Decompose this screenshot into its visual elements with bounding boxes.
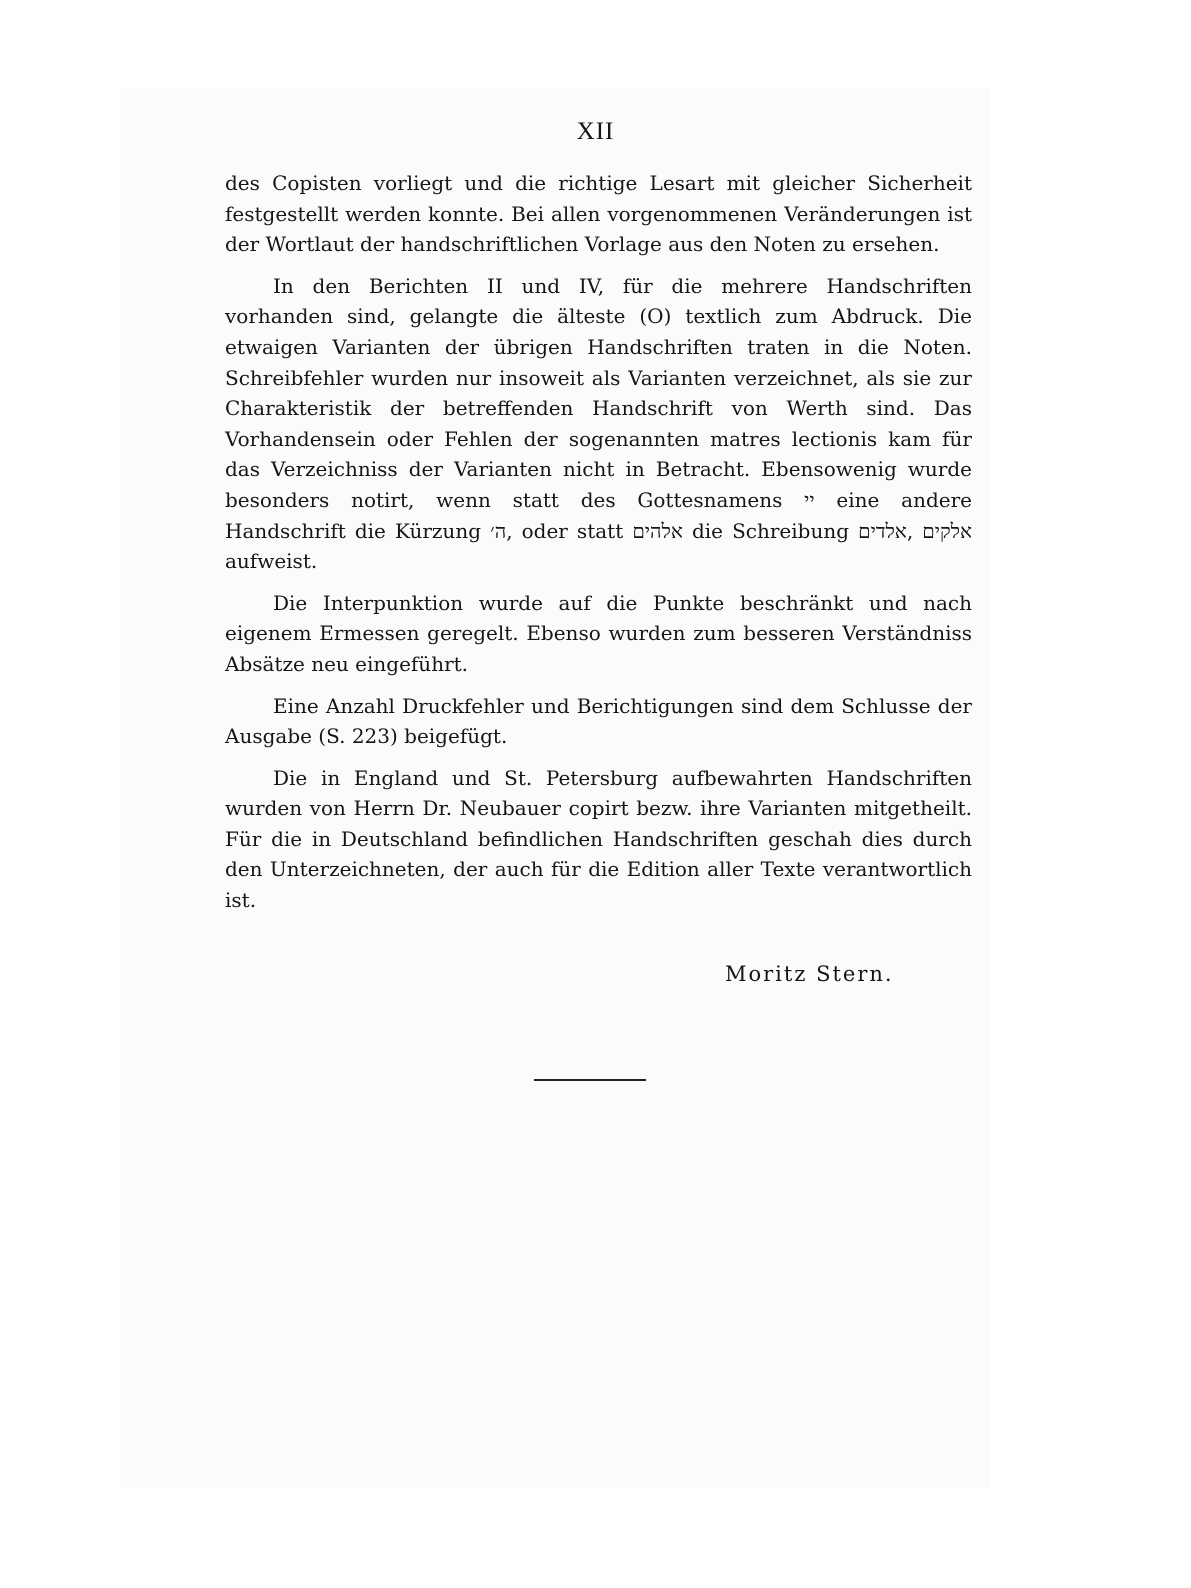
hebrew-divine-name: יי (804, 487, 815, 512)
paragraph-5: Die in England und St. Petersburg aufbewahrten Handschriften wurden von Herrn Dr. Neubauer copirt bezw. ihre Varianten mitgetheilt. Für die in Deutschland befindlichen Handschriften geschah dies durch den Unterzeichneten, der auch für die Edition aller Texte verantwortlich ist. (225, 765, 972, 913)
page-number: XII (576, 118, 615, 145)
paragraph-1: des Copisten vorliegt und die richtige Lesart mit gleicher Sicherheit festgestellt werden konnte. Bei allen vorgenommenen Veränderungen ist der Wortlaut der handschriftlichen Vorlage aus den Noten zu ersehen. (225, 171, 972, 257)
closing-rule (534, 1079, 646, 1081)
hebrew-elohim: אלהים (632, 518, 683, 543)
paragraph-2-text-f: aufweist. (225, 549, 318, 574)
paragraph-4: Eine Anzahl Druckfehler und Berichtigungen sind dem Schlusse der Ausgabe (S. 223) beigefügt. (225, 693, 972, 749)
paragraph-3: Die Interpunktion wurde auf die Punkte beschränkt und nach eigenem Ermessen geregelt. Ebenso wurden zum besseren Verständniss Absätze neu eingeführt. (225, 590, 972, 676)
hebrew-variant-2: אלקים (922, 518, 973, 543)
hebrew-variant-1: אלדים (858, 518, 907, 543)
paragraph-2-text-e: , (906, 518, 914, 543)
paragraph-2-text-b: eine andere Handschrift die Kürzung (225, 487, 972, 543)
signature: Moritz Stern. (725, 962, 894, 986)
paragraph-2-text-c: , oder statt (506, 518, 624, 543)
paragraph-2-text-d: die Schreibung (691, 518, 850, 543)
body-text (225, 168, 972, 927)
paragraph-2-text-a: In den Berichten II und IV, für die mehrere Handschriften vorhanden sind, gelangte die älteste (O) textlich zum Abdruck. Die etwaigen Varianten der übrigen Handschriften traten in die Noten. Schreibfehler wurden nur insoweit als Varianten verzeichnet, als sie zur Charakteristik der betreffenden Handschrift von Werth sind. Das Vorhandensein oder Fehlen der sogenannten matres lectionis kam für das Verzeichniss der Varianten nicht in Betracht. Ebensowenig wurde besonders notirt, wenn statt des Gottesnamens (225, 273, 972, 512)
paragraph-2 (225, 271, 972, 577)
hebrew-abbreviation: ה׳ (490, 518, 507, 543)
